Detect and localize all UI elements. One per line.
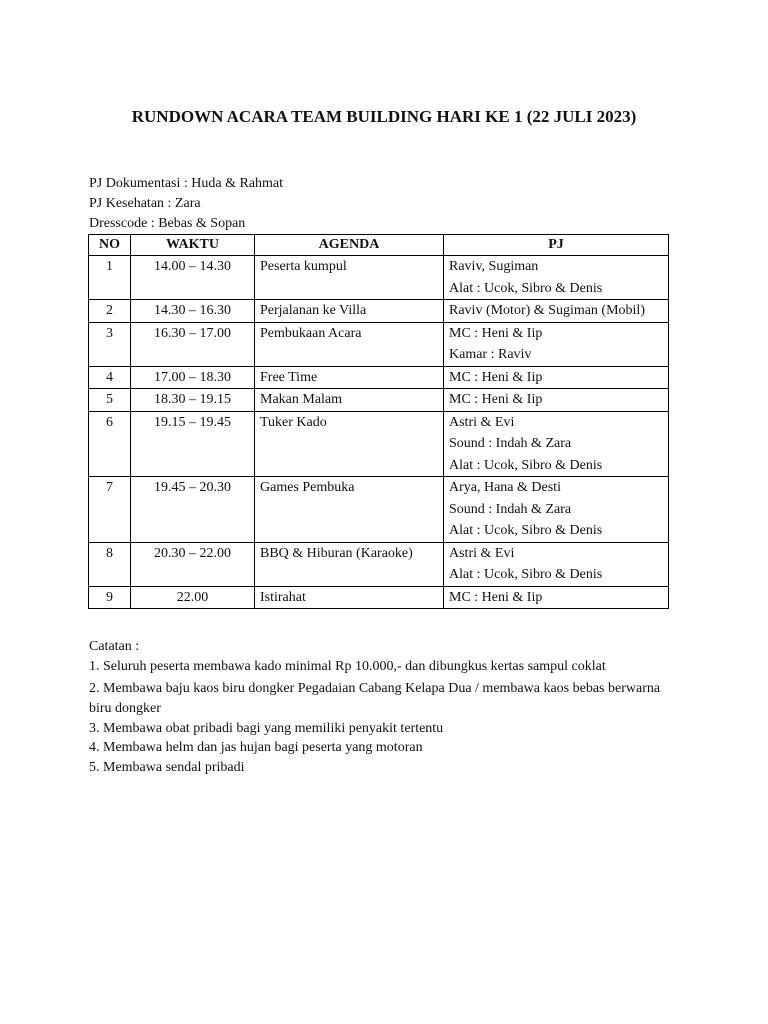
pj-documentation: PJ Dokumentasi : Huda & Rahmat (89, 176, 284, 191)
table-row (89, 411, 669, 477)
pj-line: MC : Heni & Iip (449, 589, 543, 605)
cell-agenda: Tuker Kado (255, 411, 444, 477)
notes-title: Catatan : (89, 639, 140, 654)
cell-agenda: Pembukaan Acara (255, 322, 444, 366)
pj-line: MC : Heni & Iip (449, 369, 543, 385)
cell-waktu: 17.00 – 18.30 (131, 366, 255, 389)
cell-agenda: Games Pembuka (255, 477, 444, 543)
cell-waktu: 14.30 – 16.30 (131, 300, 255, 323)
cell-waktu: 22.00 (131, 586, 255, 609)
document-title: RUNDOWN ACARA TEAM BUILDING HARI KE 1 (22 JULI 2023) (131, 107, 637, 126)
pj-health: PJ Kesehatan : Zara (89, 196, 201, 211)
note-item: 1. Seluruh peserta membawa kado minimal Rp 10.000,- dan dibungkus kertas sampul coklat (89, 659, 606, 674)
cell-agenda: Istirahat (255, 586, 444, 609)
dresscode: Dresscode : Bebas & Sopan (89, 216, 246, 231)
cell-no: 4 (89, 366, 131, 389)
cell-waktu: 19.15 – 19.45 (131, 411, 255, 477)
table-row (89, 322, 669, 366)
pj-line: Alat : Ucok, Sibro & Denis (449, 457, 603, 473)
cell-pj (444, 542, 669, 586)
cell-agenda: Peserta kumpul (255, 256, 444, 300)
cell-no: 7 (89, 477, 131, 543)
cell-no: 1 (89, 256, 131, 300)
header-agenda: AGENDA (255, 235, 444, 256)
pj-line: MC : Heni & Iip (449, 325, 543, 341)
cell-agenda: Free Time (255, 366, 444, 389)
cell-pj (444, 411, 669, 477)
cell-no: 3 (89, 322, 131, 366)
cell-waktu: 19.45 – 20.30 (131, 477, 255, 543)
cell-waktu: 18.30 – 19.15 (131, 389, 255, 412)
pj-line: MC : Heni & Iip (449, 392, 543, 407)
pj-line: Alat : Ucok, Sibro & Denis (449, 567, 603, 582)
pj-line: Sound : Indah & Zara (449, 436, 572, 451)
pj-line: Arya, Hana & Desti (449, 480, 561, 495)
table-row (89, 389, 669, 412)
pj-line: Kamar : Raviv (449, 347, 532, 362)
table-header-row (89, 235, 669, 256)
note-item: 4. Membawa helm dan jas hujan bagi peserta yang motoran (89, 740, 423, 755)
table-row (89, 366, 669, 389)
pj-line: Sound : Indah & Zara (449, 501, 572, 517)
note-item: 5. Membawa sendal pribadi (89, 759, 245, 775)
cell-no: 9 (89, 586, 131, 609)
pj-line: Astri & Evi (449, 545, 515, 561)
header-no: NO (89, 235, 131, 256)
table-row (89, 542, 669, 586)
pj-line: Alat : Ucok, Sibro & Denis (449, 280, 603, 296)
cell-pj (444, 477, 669, 543)
cell-no: 5 (89, 389, 131, 412)
pj-line: Raviv, Sugiman (449, 259, 539, 274)
note-item: 3. Membawa obat pribadi bagi yang memiliki penyakit tertentu (89, 720, 444, 736)
cell-pj (444, 389, 669, 412)
cell-pj (444, 300, 669, 323)
note-item: 2. Membawa baju kaos biru dongker Pegadaian Cabang Kelapa Dua / membawa kaos bebas berwarna biru dongker (89, 680, 661, 716)
cell-pj (444, 322, 669, 366)
cell-agenda: Makan Malam (255, 389, 444, 412)
cell-agenda: BBQ & Hiburan (Karaoke) (255, 542, 444, 586)
table-row (89, 300, 669, 323)
cell-no: 2 (89, 300, 131, 323)
table-row (89, 256, 669, 300)
cell-pj (444, 366, 669, 389)
rundown-table (88, 234, 669, 609)
table-row (89, 477, 669, 543)
cell-pj (444, 256, 669, 300)
cell-waktu: 20.30 – 22.00 (131, 542, 255, 586)
cell-no: 8 (89, 542, 131, 586)
pj-line: Raviv (Motor) & Sugiman (Mobil) (449, 303, 645, 318)
table-row (89, 586, 669, 609)
cell-agenda: Perjalanan ke Villa (255, 300, 444, 323)
cell-waktu: 14.00 – 14.30 (131, 256, 255, 300)
cell-pj (444, 586, 669, 609)
cell-waktu: 16.30 – 17.00 (131, 322, 255, 366)
cell-no: 6 (89, 411, 131, 477)
pj-line: Alat : Ucok, Sibro & Denis (449, 523, 603, 538)
header-waktu: WAKTU (131, 235, 255, 256)
notes-section (89, 637, 669, 777)
pj-line: Astri & Evi (449, 414, 515, 430)
header-pj: PJ (444, 235, 669, 256)
